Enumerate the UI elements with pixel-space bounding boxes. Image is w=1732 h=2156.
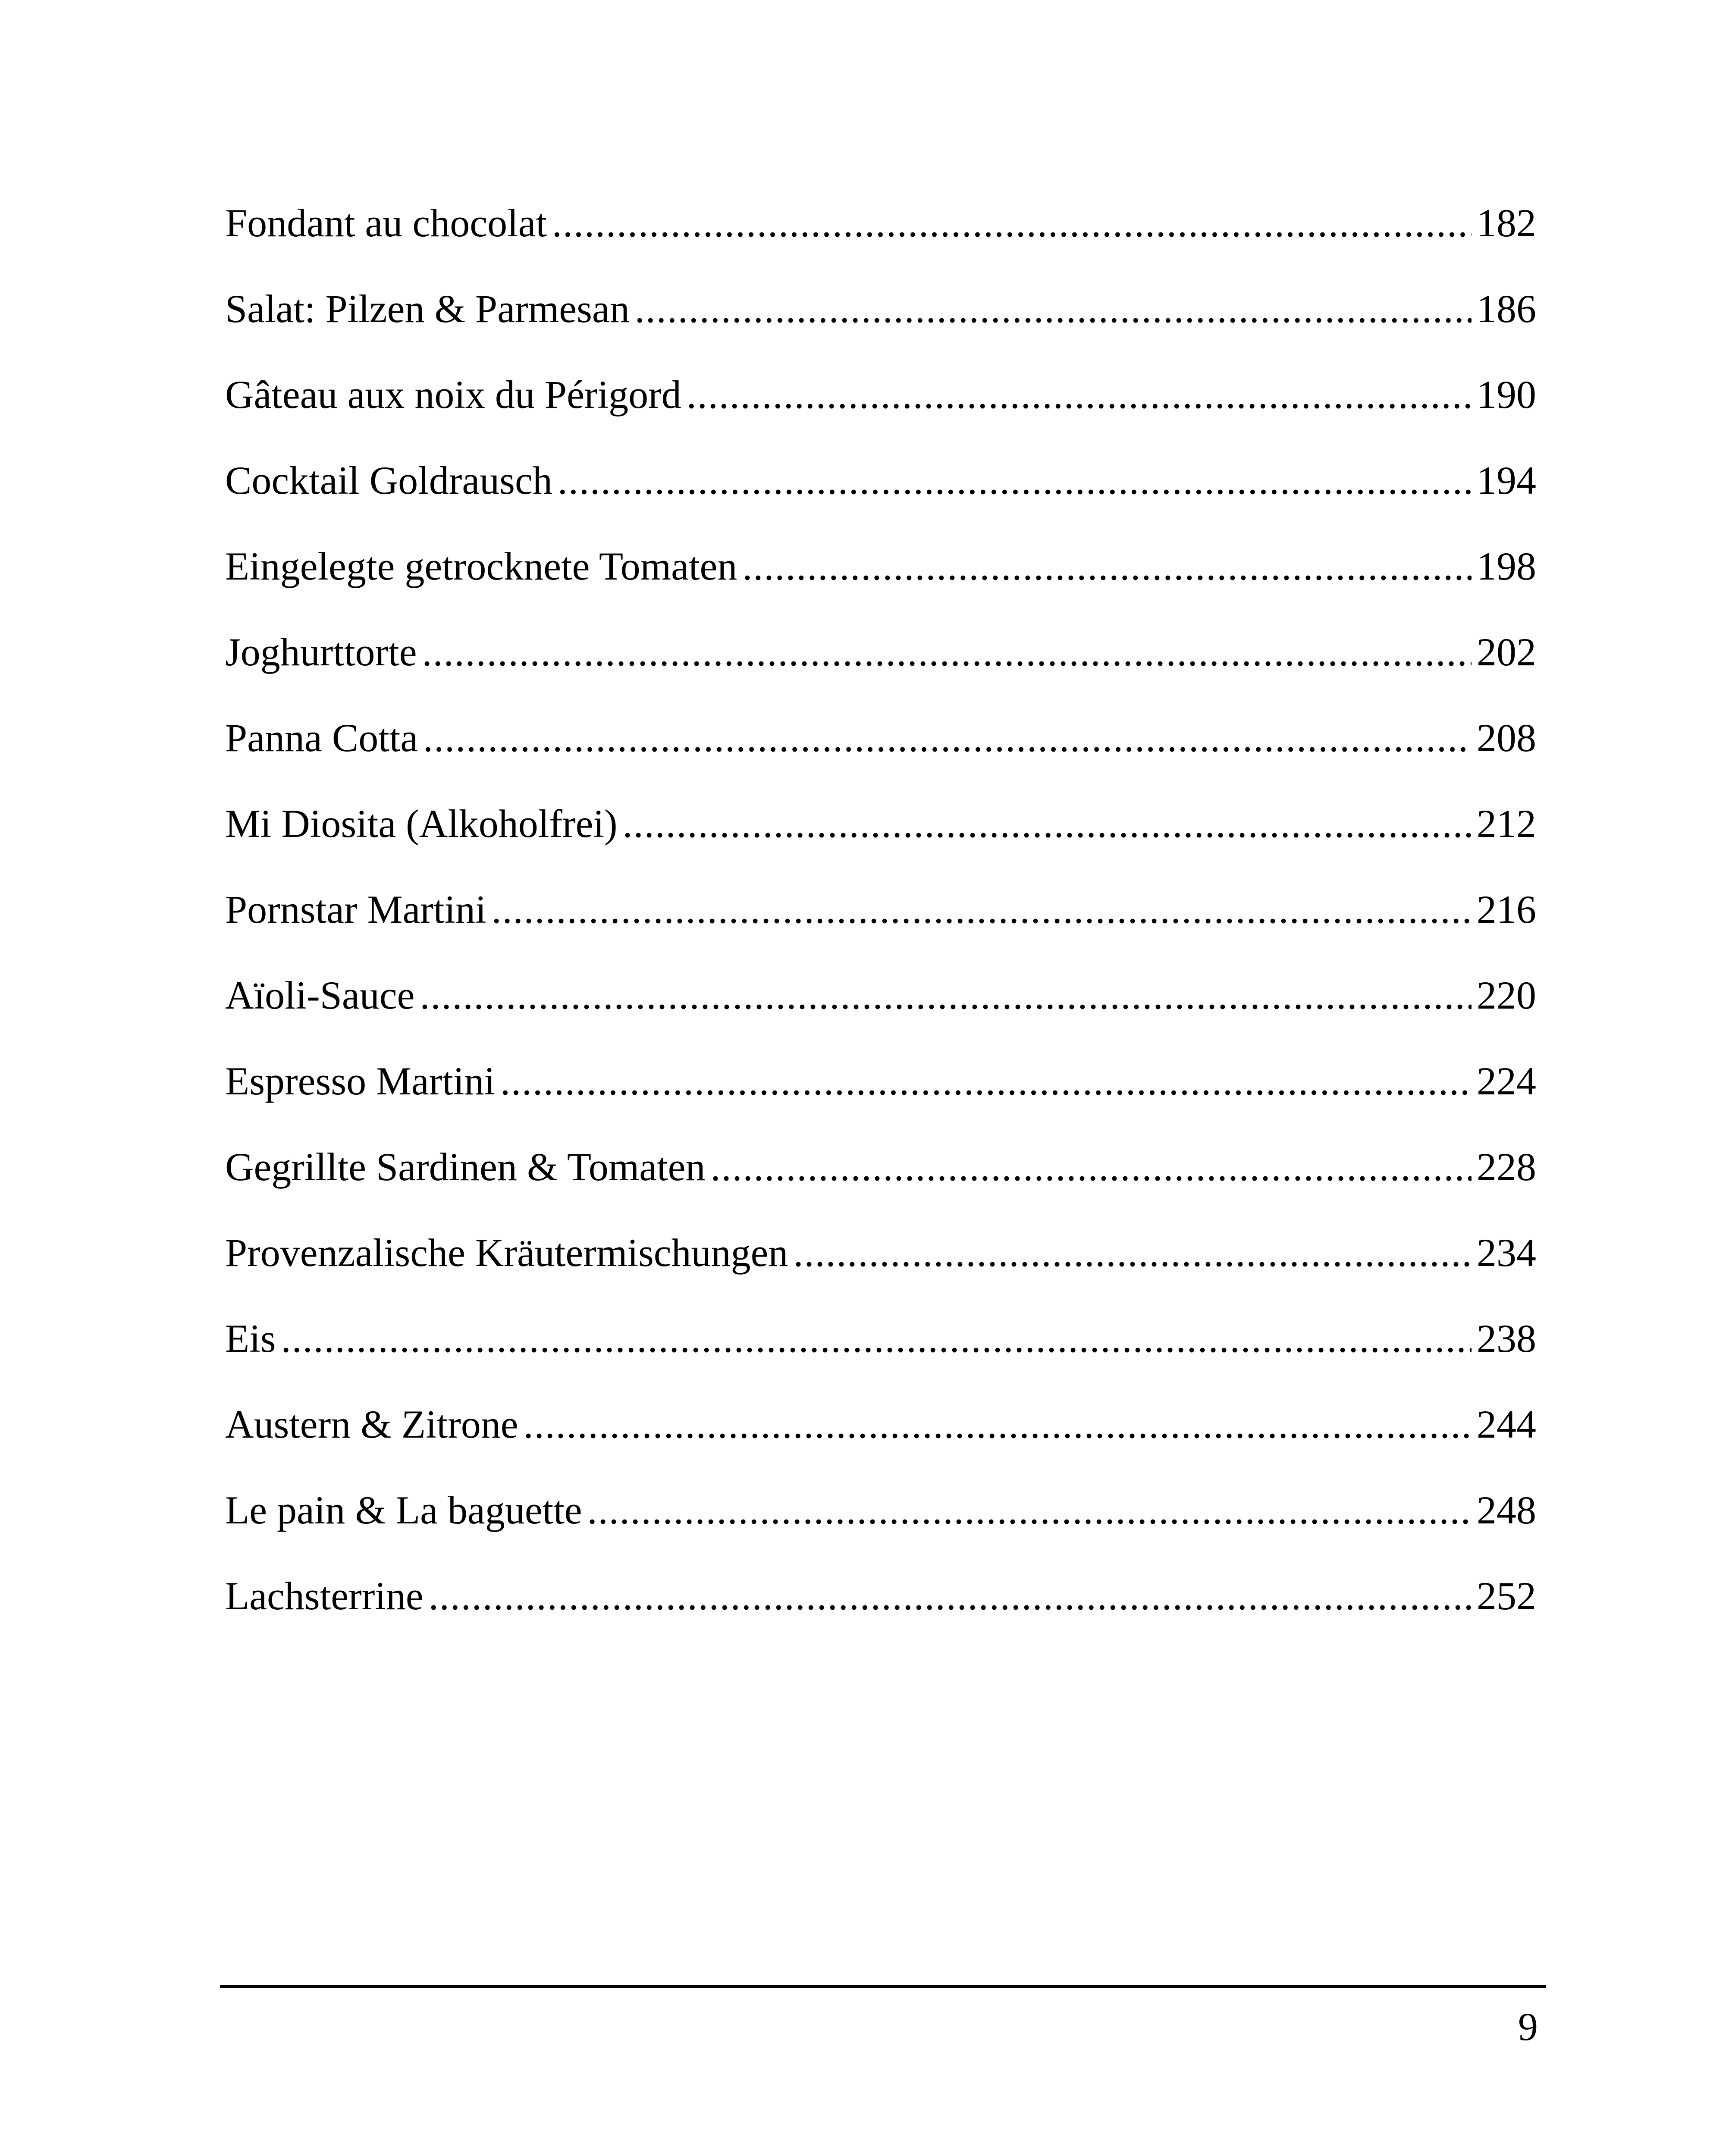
toc-entry-page: 208 [1477,716,1536,760]
toc-entry [225,1467,1536,1553]
toc-entry [225,523,1536,609]
toc-entry-title: Gâteau aux noix du Périgord [225,373,681,417]
toc-dot-leader [635,266,1472,352]
toc-entry-page: 186 [1477,287,1536,331]
toc-entry-page: 224 [1477,1059,1536,1103]
toc-entry-page: 182 [1477,201,1536,245]
toc-entry-title: Espresso Martini [225,1059,496,1103]
toc-entry-page: 220 [1477,973,1536,1017]
toc-entry [225,1124,1536,1210]
toc-entry [225,867,1536,953]
toc-entry-page: 252 [1477,1574,1536,1618]
toc-dot-leader [429,1553,1472,1639]
toc-entry [225,1296,1536,1382]
toc-entry-title: Cocktail Goldrausch [225,458,552,502]
toc-dot-leader [422,609,1472,695]
toc-entry-page: 216 [1477,887,1536,931]
toc-dot-leader [587,1467,1472,1553]
toc-entry-page: 234 [1477,1231,1536,1275]
toc-entry [225,266,1536,352]
toc-entry-page: 238 [1477,1316,1536,1360]
toc-entry-title: Lachsterrine [225,1574,424,1618]
toc-entry [225,1038,1536,1124]
toc-entry [225,953,1536,1038]
toc-entry-title: Eis [225,1316,276,1360]
toc-entry-page: 198 [1477,544,1536,588]
toc-entry [225,352,1536,438]
toc-dot-leader [558,438,1472,523]
toc-entry-title: Fondant au chocolat [225,201,547,245]
toc-entry [225,1210,1536,1296]
toc-entry-page: 212 [1477,802,1536,846]
toc-entry-title: Le pain & La baguette [225,1488,582,1532]
toc-entry-title: Gegrillte Sardinen & Tomaten [225,1145,706,1189]
toc-entry-title: Panna Cotta [225,716,418,760]
footer-divider [220,1985,1546,1988]
toc-entry-page: 228 [1477,1145,1536,1189]
toc-entry-title: Austern & Zitrone [225,1402,518,1446]
toc-entry-title: Provenzalische Kräutermischungen [225,1231,788,1275]
toc-entry-page: 202 [1477,630,1536,674]
toc-dot-leader [552,180,1472,266]
toc-entry [225,695,1536,781]
toc-entry [225,1553,1536,1639]
toc-dot-leader [500,1038,1472,1124]
toc-entry-page: 194 [1477,458,1536,502]
toc-entry-title: Mi Diosita (Alkoholfrei) [225,802,618,846]
toc-entry-page: 190 [1477,373,1536,417]
toc-entry [225,438,1536,523]
toc-entry-title: Eingelegte getrocknete Tomaten [225,544,737,588]
toc-entry [225,180,1536,266]
toc-entry-title: Pornstar Martini [225,887,486,931]
toc-dot-leader [281,1296,1472,1382]
toc-dot-leader [623,781,1472,867]
toc-entry [225,781,1536,867]
toc-dot-leader [420,953,1472,1038]
table-of-contents [225,180,1536,1639]
toc-dot-leader [423,695,1472,781]
toc-entry-page: 248 [1477,1488,1536,1532]
toc-dot-leader [524,1382,1472,1467]
page-number: 9 [1518,2005,1538,2049]
toc-entry-title: Salat: Pilzen & Parmesan [225,287,630,331]
toc-dot-leader [687,352,1472,438]
toc-entry-title: Aïoli-Sauce [225,973,415,1017]
toc-entry [225,609,1536,695]
toc-entry [225,1382,1536,1467]
toc-dot-leader [710,1124,1472,1210]
toc-dot-leader [793,1210,1472,1296]
toc-dot-leader [742,523,1472,609]
toc-entry-page: 244 [1477,1402,1536,1446]
toc-dot-leader [492,867,1472,953]
toc-entry-title: Joghurttorte [225,630,417,674]
